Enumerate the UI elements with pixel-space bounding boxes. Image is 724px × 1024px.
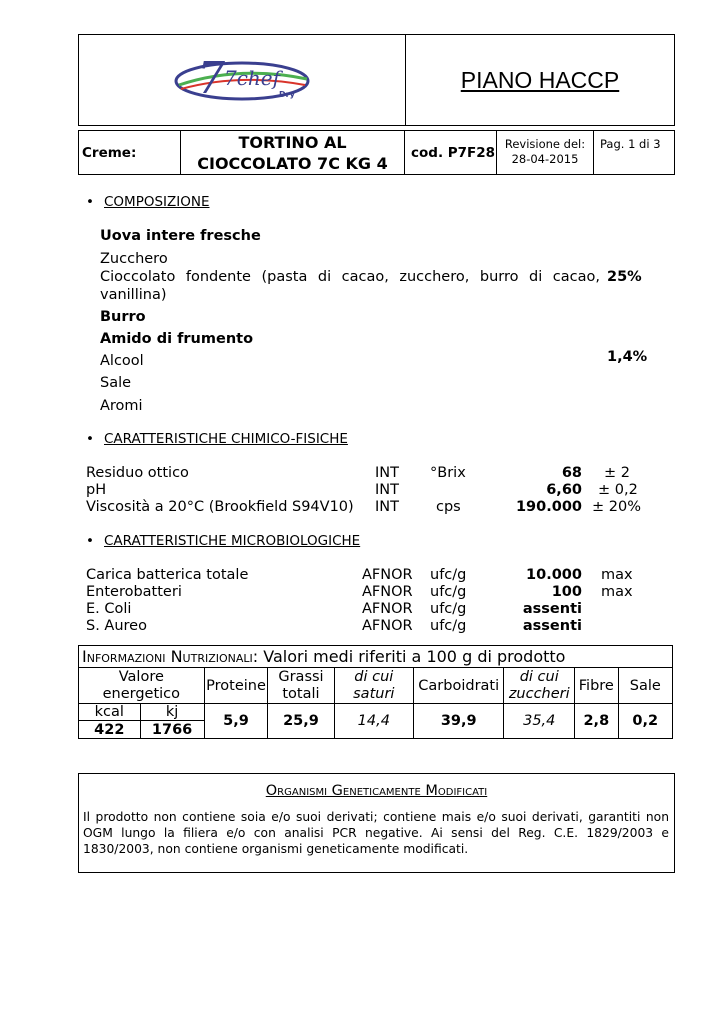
- chemphys-value: 68: [561, 465, 582, 481]
- ogm-title: Organismi Geneticamente Modificati: [265, 783, 488, 799]
- logo-cell: [79, 35, 406, 125]
- proteine-value: 5,9: [204, 704, 268, 739]
- product-code: cod. P7F28: [411, 145, 496, 161]
- product-header: [78, 130, 675, 175]
- ingredient-percent: 1,4%: [607, 349, 648, 365]
- logo-text: 7chef: [224, 66, 281, 90]
- ingredient-item: Uova intere fresche: [100, 228, 261, 244]
- ingredient-item: Zucchero: [100, 251, 168, 267]
- chemphys-unit: °Brix: [430, 465, 466, 481]
- ingredient-item: Sale: [100, 375, 132, 391]
- ingredient-item: Alcool: [100, 353, 144, 369]
- zuccheri-header: di cui zuccheri: [504, 668, 575, 704]
- ingredient-item: Cioccolato fondente (pasta di cacao, zucchero, burro di cacao,: [100, 269, 600, 285]
- micro-name: E. Coli: [86, 601, 132, 617]
- nutrition-title: [79, 646, 673, 668]
- revision-label: Revisione del:: [504, 137, 586, 151]
- ingredient-item: Amido di frumento: [100, 331, 254, 347]
- micro-limit: max: [601, 584, 633, 600]
- proteine-header: Proteine: [204, 668, 268, 704]
- composition-heading: [86, 194, 386, 212]
- grassi-header: Grassi totali: [268, 668, 334, 704]
- micro-unit: ufc/g: [430, 618, 467, 634]
- kcal-value: 422: [79, 721, 141, 739]
- carbo-value: 39,9: [414, 704, 504, 739]
- ingredient-item: vanillina): [100, 287, 167, 303]
- title-cell: [406, 35, 674, 125]
- micro-method: AFNOR: [362, 601, 413, 617]
- chemphys-method: INT: [375, 499, 399, 515]
- nutrition-title-sc: Informazioni Nutrizionali: [82, 647, 253, 666]
- micro-limit: max: [601, 567, 633, 583]
- page-number: Pag. 1 di 3: [600, 137, 661, 151]
- composition-heading-label: COMPOSIZIONE: [104, 194, 210, 210]
- product-name-cell: [181, 131, 405, 174]
- zuccheri-value: 35,4: [504, 704, 575, 739]
- micro-name: Enterobatteri: [86, 584, 182, 600]
- chemphys-method: INT: [375, 465, 399, 481]
- svg-text:7: 7: [197, 53, 225, 104]
- page-cell: [594, 131, 674, 174]
- micro-value: assenti: [522, 601, 582, 617]
- chemphys-value: 190.000: [515, 499, 582, 515]
- kj-value: 1766: [140, 721, 204, 739]
- nutrition-table: [78, 645, 673, 739]
- document-title: PIANO HACCP: [460, 66, 620, 93]
- document-header: [78, 34, 675, 126]
- ingredient-item: Aromi: [100, 398, 143, 414]
- micro-name: Carica batterica totale: [86, 567, 249, 583]
- micro-unit: ufc/g: [430, 601, 467, 617]
- nutrition-title-rest: : Valori medi riferiti a 100 g di prodotto: [252, 647, 566, 666]
- bullet-icon: •: [86, 431, 94, 447]
- chemphys-name: pH: [86, 482, 107, 498]
- category-label: Creme:: [82, 145, 137, 161]
- sale-header: Sale: [618, 668, 672, 704]
- sale-value: 0,2: [618, 704, 672, 739]
- revision-date: 28-04-2015: [511, 152, 579, 166]
- bullet-icon: •: [86, 194, 94, 210]
- company-logo: [79, 35, 405, 125]
- logo-sub: Dry: [279, 90, 295, 99]
- saturi-value: 14,4: [334, 704, 413, 739]
- carbo-header: Carboidrati: [414, 668, 504, 704]
- kj-label: kj: [140, 704, 204, 721]
- product-name-line1: TORTINO AL: [238, 133, 347, 152]
- micro-unit: ufc/g: [430, 584, 467, 600]
- product-name-line2: CIOCCOLATO 7C KG 4: [197, 154, 388, 173]
- micro-name: S. Aureo: [86, 618, 147, 634]
- chemphys-tolerance: ± 0,2: [598, 482, 638, 498]
- category-cell: [79, 131, 181, 174]
- saturi-header: di cui saturi: [334, 668, 413, 704]
- micro-value: assenti: [522, 618, 582, 634]
- grassi-value: 25,9: [268, 704, 334, 739]
- chemphys-name: Residuo ottico: [86, 465, 189, 481]
- ingredient-percent: 25%: [607, 269, 642, 285]
- micro-value: 10.000: [526, 567, 582, 583]
- code-cell: [405, 131, 497, 174]
- micro-value: 100: [551, 584, 582, 600]
- micro-method: AFNOR: [362, 618, 413, 634]
- ogm-box: [78, 773, 675, 873]
- chemphys-unit: cps: [436, 499, 461, 515]
- micro-method: AFNOR: [362, 584, 413, 600]
- chemphys-tolerance: ± 2: [604, 465, 630, 481]
- kcal-label: kcal: [79, 704, 141, 721]
- fibre-value: 2,8: [575, 704, 618, 739]
- chemphys-name: Viscosità a 20°C (Brookfield S94V10): [86, 499, 354, 515]
- ingredient-item: Burro: [100, 309, 146, 325]
- micro-heading: [86, 533, 486, 551]
- revision-cell: [497, 131, 594, 174]
- micro-method: AFNOR: [362, 567, 413, 583]
- ogm-text: Il prodotto non contiene soia e/o suoi derivati; contiene mais e/o suoi derivati, garantiti non OGM lungo la filiera e/o con analisi PCR negative. Ai sensi del Reg. C.E. 1829/2003 e 1830/2003, non contiene organismi geneticamente modificati.: [83, 810, 669, 856]
- chemphys-heading-label: CARATTERISTICHE CHIMICO-FISICHE: [104, 431, 348, 447]
- chemphys-value: 6,60: [546, 482, 582, 498]
- chemphys-method: INT: [375, 482, 399, 498]
- energy-header: Valore energetico: [79, 668, 205, 704]
- bullet-icon: •: [86, 533, 94, 549]
- micro-heading-label: CARATTERISTICHE MICROBIOLOGICHE: [104, 533, 361, 549]
- chemphys-heading: [86, 431, 486, 449]
- fibre-header: Fibre: [575, 668, 618, 704]
- chemphys-tolerance: ± 20%: [592, 499, 641, 515]
- micro-unit: ufc/g: [430, 567, 467, 583]
